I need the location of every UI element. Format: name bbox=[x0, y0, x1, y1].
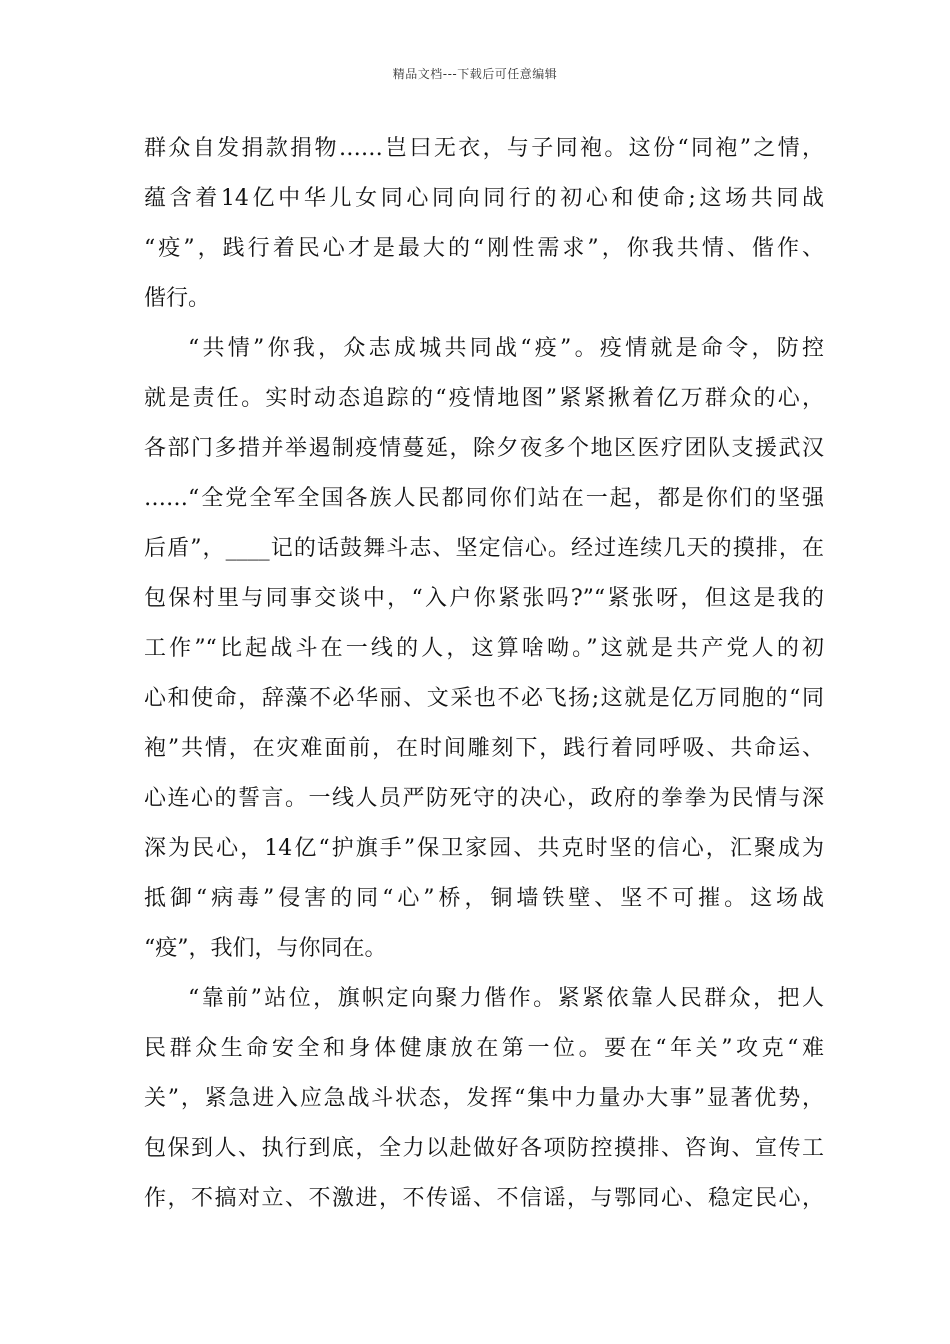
paragraph-2 bbox=[144, 324, 824, 974]
text-line: 心和使命，辞藻不必华丽、文采也不必飞扬;这就是亿万同胞的“同 bbox=[144, 686, 824, 711]
text-line: 工作”“比起战斗在一线的人，这算啥呦。”这就是共产党人的初 bbox=[144, 636, 824, 661]
text-line: “疫”，我们，与你同在。 bbox=[144, 936, 387, 961]
text-line: 后盾”，____记的话鼓舞斗志、坚定信心。经过连续几天的摸排，在 bbox=[144, 536, 824, 561]
text-line: 就是责任。实时动态追踪的“疫情地图”紧紧揪着亿万群众的心， bbox=[144, 386, 824, 411]
page-header: 精品文档---下载后可任意编辑 bbox=[392, 67, 558, 81]
text-line: 抵御“病毒”侵害的同“心”桥，铜墙铁壁、坚不可摧。这场战 bbox=[144, 886, 824, 911]
text-line: 各部门多措并举遏制疫情蔓延，除夕夜多个地区医疗团队支援武汉 bbox=[144, 436, 824, 461]
text-line: 袍”共情，在灾难面前，在时间雕刻下，践行着同呼吸、共命运、 bbox=[144, 736, 824, 761]
text-line: 群众自发捐款捐物……岂曰无衣，与子同袍。这份“同袍”之情， bbox=[144, 136, 824, 161]
text-line: ……“全党全军全国各族人民都同你们站在一起，都是你们的坚强 bbox=[144, 486, 824, 511]
document-body bbox=[144, 124, 824, 1224]
text-line: “共情”你我，众志成城共同战“疫”。疫情就是命令，防控 bbox=[188, 336, 824, 361]
paragraph-3 bbox=[144, 974, 824, 1224]
text-line: 包保到人、执行到底，全力以赴做好各项防控摸排、咨询、宣传工 bbox=[144, 1136, 824, 1161]
paragraph-1 bbox=[144, 124, 824, 324]
text-line: 偕行。 bbox=[144, 286, 211, 311]
text-line: “疫”，践行着民心才是最大的“刚性需求”，你我共情、偕作、 bbox=[144, 236, 824, 261]
text-line: 关”，紧急进入应急战斗状态，发挥“集中力量办大事”显著优势， bbox=[144, 1086, 824, 1111]
text-line: 包保村里与同事交谈中，“入户你紧张吗?”“紧张呀，但这是我的 bbox=[144, 586, 824, 611]
text-line: 蕴含着14亿中华儿女同心同向同行的初心和使命;这场共同战 bbox=[144, 186, 824, 211]
text-line: 民群众生命安全和身体健康放在第一位。要在“年关”攻克“难 bbox=[144, 1036, 824, 1061]
text-line: 心连心的誓言。一线人员严防死守的决心，政府的拳拳为民情与深 bbox=[144, 786, 824, 811]
text-line: “靠前”站位，旗帜定向聚力偕作。紧紧依靠人民群众，把人 bbox=[188, 986, 824, 1011]
text-line: 深为民心，14亿“护旗手”保卫家园、共克时坚的信心，汇聚成为 bbox=[144, 836, 824, 861]
text-line: 作，不搞对立、不激进，不传谣、不信谣，与鄂同心、稳定民心， bbox=[144, 1186, 824, 1211]
